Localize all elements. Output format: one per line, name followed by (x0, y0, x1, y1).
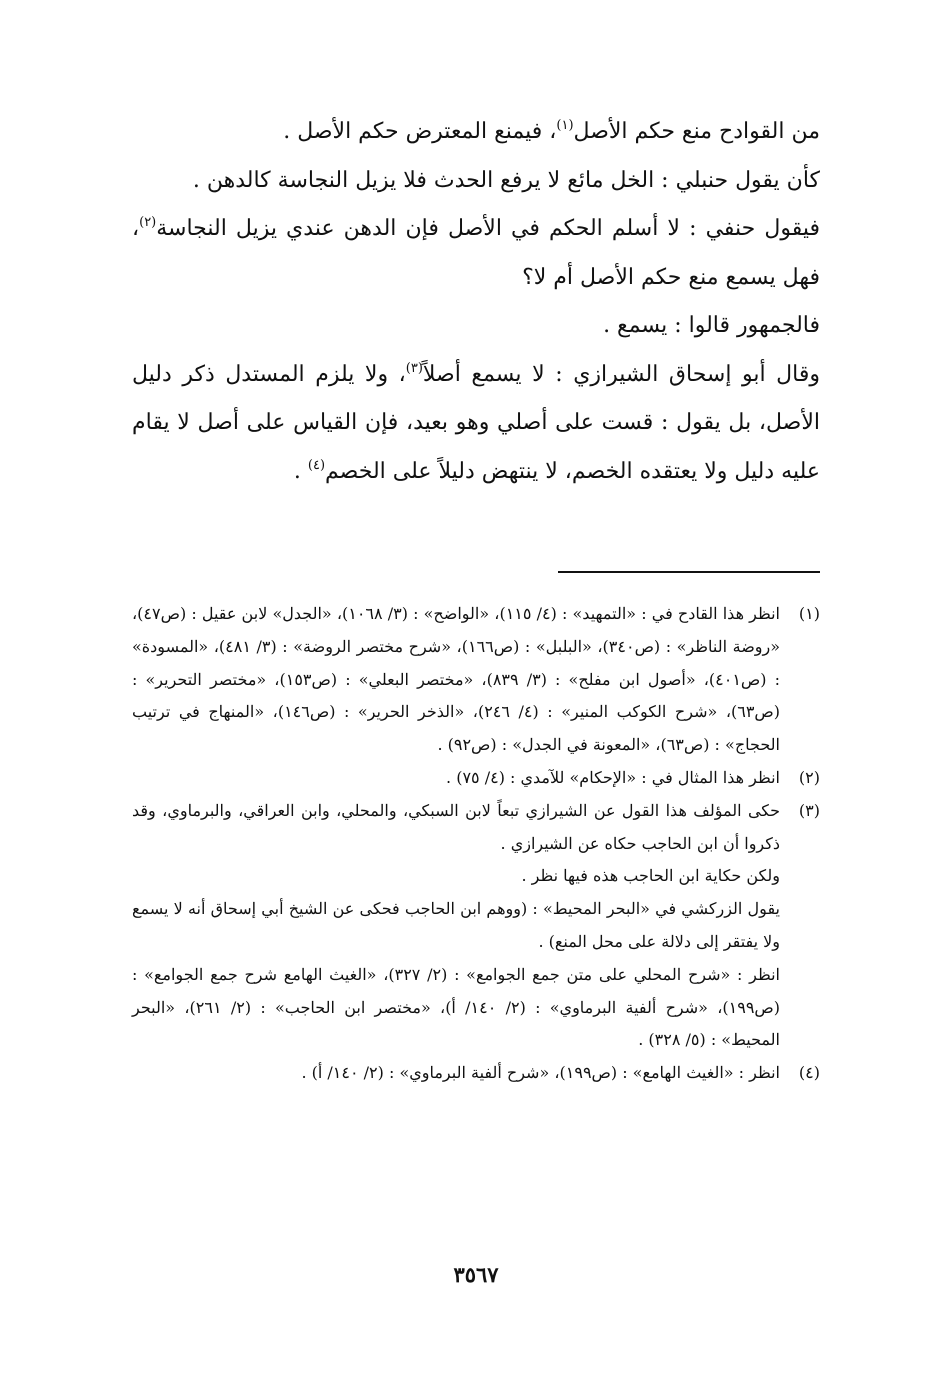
footnote-number: (١) (798, 604, 820, 623)
paragraph-3-tail: ، فهل يسمع منع حكم الأصل أم لا؟ (132, 216, 820, 290)
footnotes (132, 598, 820, 1090)
footnote-text: حكى المؤلف هذا القول عن الشيرازي تبعاً لابن السبكي، والمحلي، وابن العراقي، والبرماوي، وقد ذكروا أن ابن الحاجب حكاه عن الشيرازي . (132, 800, 780, 853)
paragraph-3-text: فيقول حنفي : لا أسلم الحكم في الأصل فإن الدهن عندي يزيل النجاسة (156, 216, 820, 241)
footnote-1 (132, 598, 820, 762)
main-text (132, 108, 820, 496)
footnote-number: (٤) (798, 1063, 820, 1083)
footnote-number: (٢) (798, 767, 820, 787)
footnote-4 (132, 1057, 820, 1090)
footnote-text: انظر : «شرح المحلي على متن جمع الجوامع» : (٢/ ٣٢٧)، «الغيث الهامع شرح جمع الجوامع» : (ص١٩٩)، «شرح ألفية البرماوي» : (٢/ ١٤٠/ أ)، «مختصر ابن الحاجب» : (٢/ ٢٦١)، «البحر المحيط» : (٥/ ٣٢٨) . (132, 964, 781, 1050)
paragraph-4: فالجمهور قالوا : يسمع . (603, 313, 820, 338)
footnote-separator (558, 571, 820, 573)
footnote-ref-3[interactable]: (٣) (405, 360, 423, 376)
footnote-text: انظر هذا المثال في : «الإحكام» للآمدي : (٤/ ٧٥) . (446, 767, 780, 787)
footnote-3 (132, 795, 820, 1057)
paragraph-1-tail: ، فيمنع المعترض حكم الأصل . (283, 119, 557, 144)
footnote-2 (132, 762, 820, 795)
footnote-ref-1[interactable]: (١) (556, 118, 574, 133)
footnote-ref-2[interactable]: (٢) (139, 215, 157, 230)
footnote-text: ولكن حكاية ابن الحاجب هذه فيها نظر . (521, 866, 780, 886)
footnote-body (132, 598, 780, 762)
footnote-ref-4[interactable]: (٤) (307, 457, 326, 473)
footnote-text: يقول الزركشي في «البحر المحيط» : (ووهم ابن الحاجب فحكى عن الشيخ أبي إسحاق أنه لا يسمع ولا يفتقر إلى دلالة على محل المنع) . (132, 899, 780, 951)
paragraph-5-middle: ، ولا يلزم المستدل ذكر دليل الأصل، بل يقول : قست على أصلي وهو بعيد، فإن القياس على أصل لا يقام عليه دليل ولا يعتقده الخصم، لا ينتهض دليلاً على الخصم (132, 361, 820, 484)
paragraph-1-text: من القوادح منع حكم الأصل (573, 119, 820, 144)
page-number: ٣٥٦٧ (453, 1262, 499, 1287)
footnote-number: (٣) (798, 800, 820, 820)
footnote-body (132, 762, 780, 795)
footnote-text: انظر هذا القادح في : «التمهيد» : (٤/ ١١٥)، «الواضح» : (٣/ ١٠٦٨)، «الجدل» لابن عقيل : (ص٤٧)، «روضة الناظر» : (ص٣٤٠)، «البلبل» : (ص١٦٦)، «شرح مختصر الروضة» : (٣/ ٤٨١)، «المسودة» : (ص٤٠١)، «أصول ابن مفلح» : (٣/ ٨٣٩)، «مختصر البعلي» : (ص١٥٣)، «مختصر التحرير» : (ص٦٣)، «شرح الكوكب المنير» : (٤/ ٢٤٦)، «الذخر الحرير» : (ص١٤٦)، «المنهاج في ترتيب الحجاج» : (ص٦٣)، «المعونة في الجدل» : (ص٩٢) . (132, 604, 781, 755)
paragraph-5 (132, 351, 820, 497)
paragraph-5-text: وقال أبو إسحاق الشيرازي : لا يسمع أصلاً (422, 361, 820, 387)
paragraph-5-tail: . (293, 458, 308, 484)
footnote-body (132, 795, 780, 1057)
paragraph-3 (132, 205, 820, 302)
paragraph-1 (132, 108, 820, 157)
paragraph-2: كأن يقول حنبلي : الخل مائع لا يرفع الحدث فلا يزيل النجاسة كالدهن . (192, 167, 820, 193)
footnote-text: انظر : «الغيث الهامع» : (ص١٩٩)، «شرح ألفية البرماوي» : (٢/ ١٤٠/ أ) . (301, 1063, 780, 1083)
footnote-body (132, 1057, 780, 1090)
